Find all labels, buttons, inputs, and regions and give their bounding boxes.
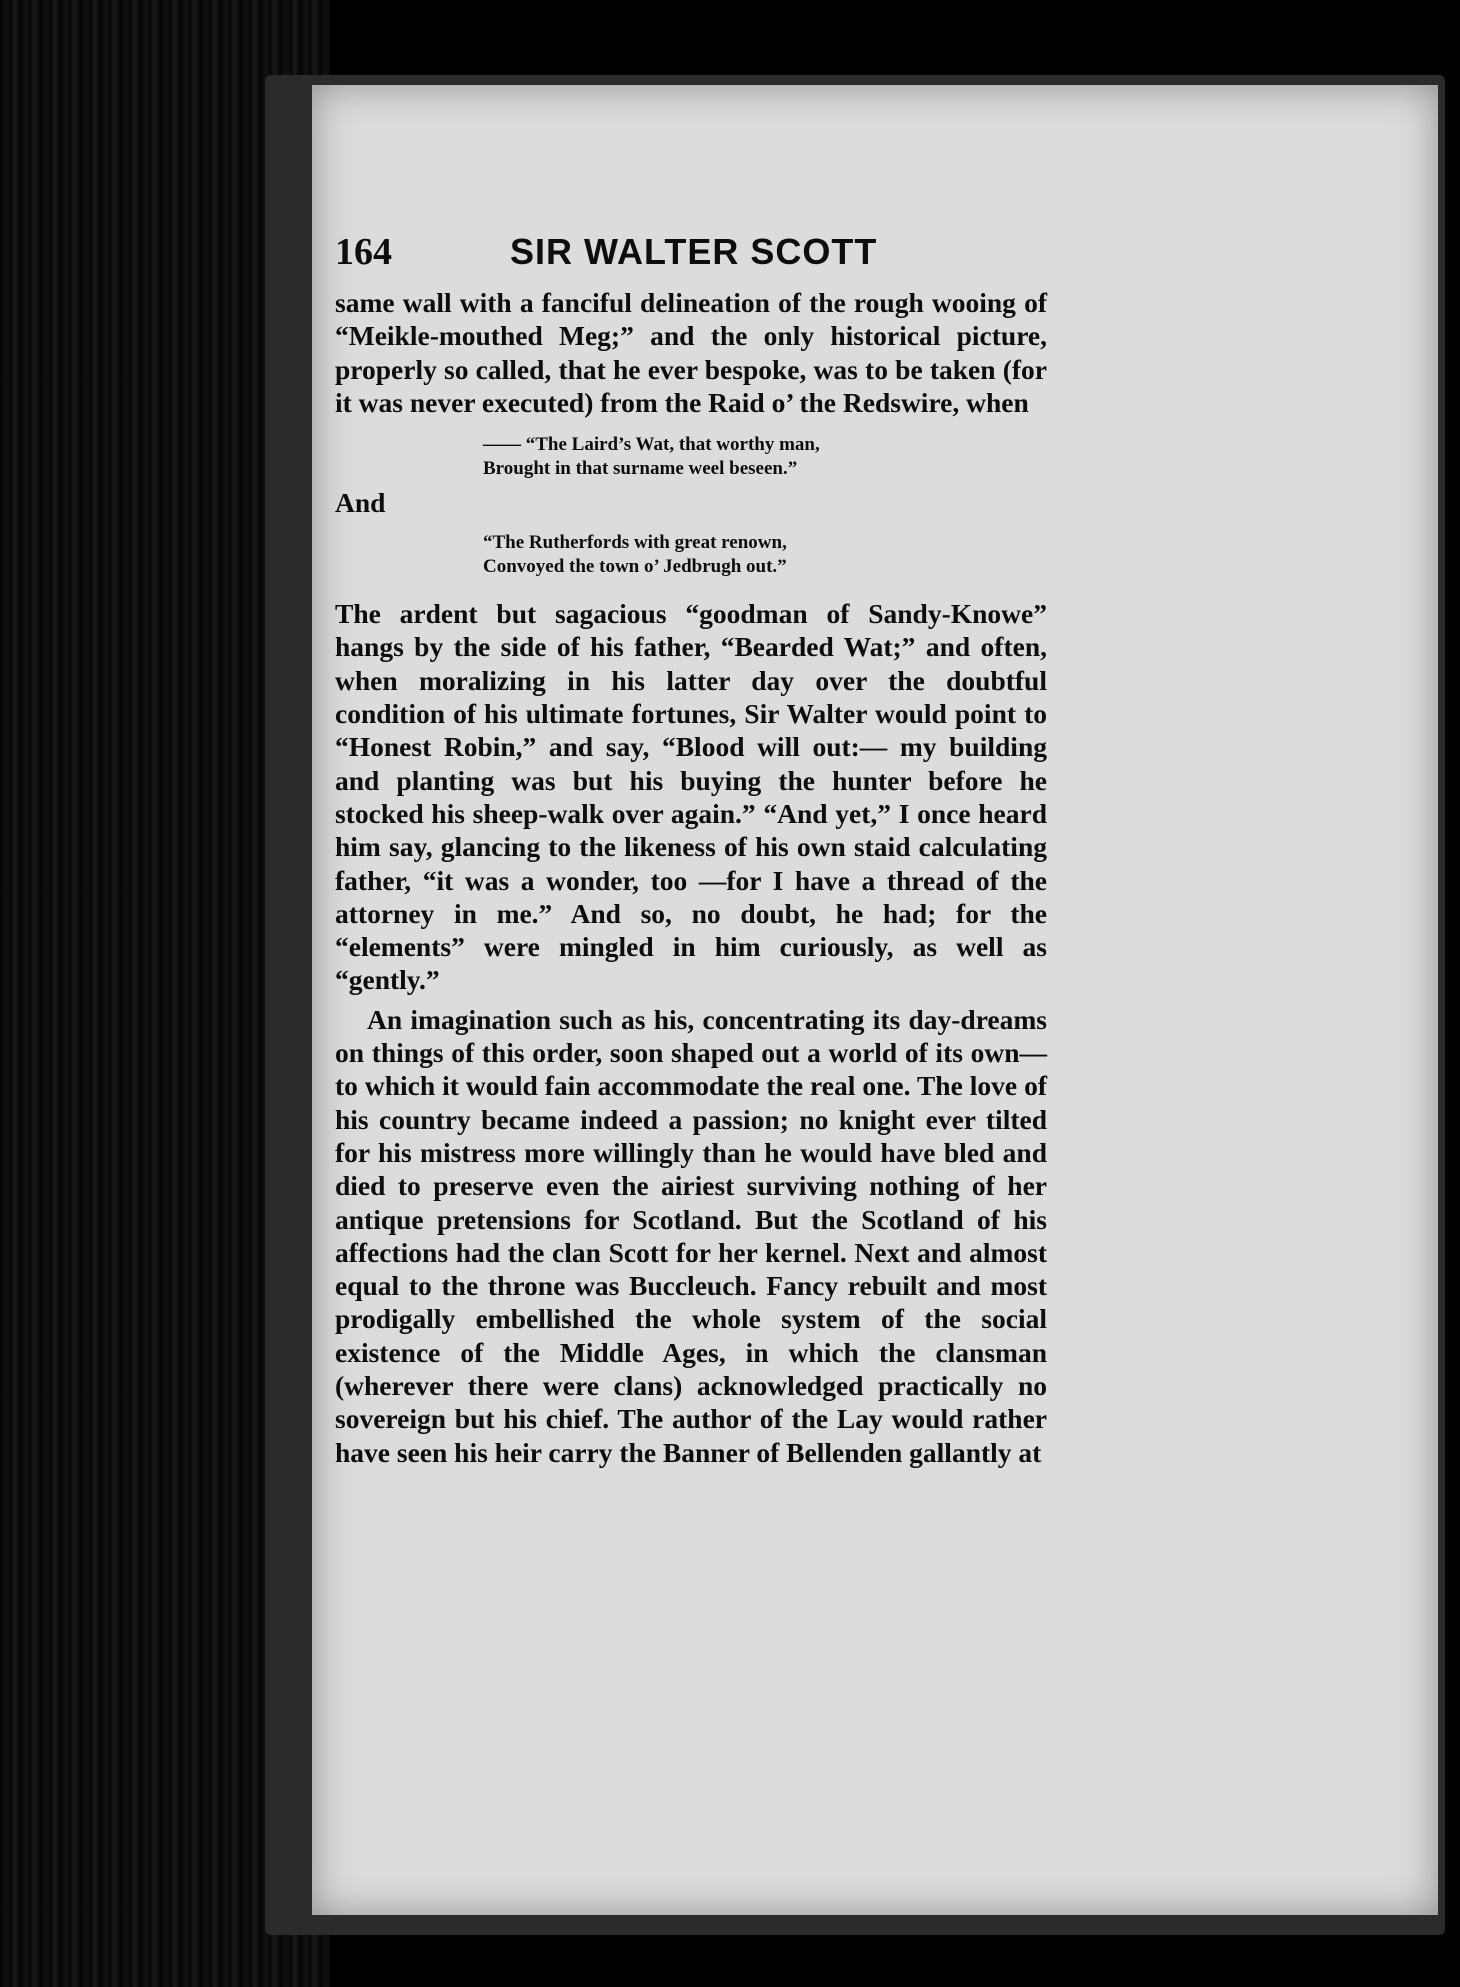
verse-quote-1 bbox=[483, 433, 1047, 481]
verse-line: Convoyed the town o’ Jedbrugh out.” bbox=[483, 556, 787, 578]
paragraph-3: An imagination such as his, concentrating its day-dreams on things of this order, soon shaped out a world of its own—to which it would fain accommodate the real one. The love of his country became indeed a passion; no knight ever tilted for his mistress more willingly than he would have bled and died to preserve even the airiest surviving nothing of her antique pretensions for Scotland. But the Scotland of his affections had the clan Scott for her kernel. Next and almost equal to the throne was Buccleuch. Fancy rebuilt and most prodigally embellished the whole system of the social existence of the Middle Ages, in which the clansman (wherever there were clans) acknowledged practically no sovereign but his chief. The author of the Lay would rather have seen his heir carry the Banner of Bellenden gallantly at bbox=[335, 1003, 1047, 1468]
verse-line: Brought in that surname weel beseen.” bbox=[483, 458, 798, 480]
verse-line: “The Rutherfords with great renown, bbox=[483, 532, 787, 554]
page-header bbox=[335, 230, 1047, 278]
verse-quote-2 bbox=[483, 531, 1047, 579]
running-title: SIR WALTER SCOTT bbox=[510, 231, 878, 272]
and-word: And bbox=[335, 487, 386, 519]
and-row bbox=[335, 481, 1047, 521]
paragraph-2: The ardent but sagacious “goodman of Sandy-Knowe” hangs by the side of his father, “Bearded Wat;” and often, when moralizing in his latter day over the doubtful condition of his ultimate fortunes, Sir Walter would point to “Honest Robin,” and say, “Blood will out:— my building and planting was but his buying the hunter before he stocked his sheep-walk over again.” “And yet,” I once heard him say, glancing to the likeness of his own staid calculating father, “it was a wonder, too —for I have a thread of the attorney in me.” And so, no doubt, he had; for the “elements” were mingled in him curiously, as well as “gently.” bbox=[335, 598, 1047, 996]
paragraph-1: same wall with a fanciful delineation of the rough wooing of “Meikle-mouthed Meg;” and the only historical picture, properly so called, that he ever bespoke, was to be taken (for it was never executed) from the Raid o’ the Redswire, when bbox=[335, 287, 1047, 418]
verse-line: —— “The Laird’s Wat, that worthy man, bbox=[483, 434, 820, 456]
page-number: 164 bbox=[335, 231, 392, 273]
page-content bbox=[335, 230, 1047, 1469]
